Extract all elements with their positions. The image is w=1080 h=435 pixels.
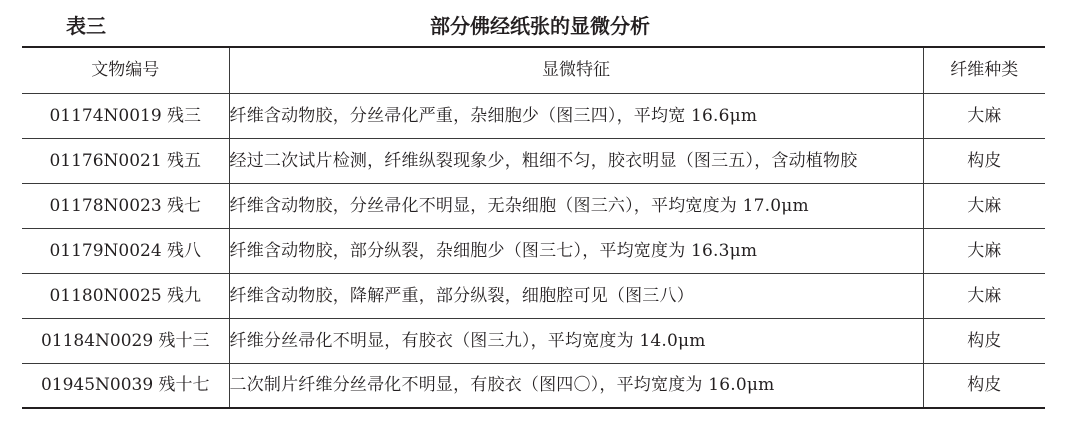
fiber-type-cell: 大麻 (923, 183, 1045, 228)
artifact-id-cell: 01179N0024 残八 (22, 228, 229, 273)
table-number: 表三 (66, 14, 106, 38)
artifact-id-cell: 01180N0025 残九 (22, 273, 229, 318)
table-row (22, 228, 1045, 273)
fiber-type-cell: 大麻 (923, 93, 1045, 138)
feature-cell: 经过二次试片检测，纤维纵裂现象少，粗细不匀，胶衣明显（图三五），含动植物胶 (229, 138, 923, 183)
artifact-id-cell: 01174N0019 残三 (22, 93, 229, 138)
table-row (22, 138, 1045, 183)
table-caption (0, 0, 1080, 46)
artifact-id-cell: 01178N0023 残七 (22, 183, 229, 228)
column-header-id: 文物编号 (22, 47, 229, 93)
feature-cell: 纤维分丝帚化不明显，有胶衣（图三九），平均宽度为 14.0μm (229, 318, 923, 363)
table-row (22, 273, 1045, 318)
feature-cell: 纤维含动物胶，部分纵裂，杂细胞少（图三七），平均宽度为 16.3μm (229, 228, 923, 273)
feature-cell: 纤维含动物胶，分丝帚化严重，杂细胞少（图三四），平均宽 16.6μm (229, 93, 923, 138)
column-header-fiber: 纤维种类 (923, 47, 1045, 93)
feature-cell: 纤维含动物胶，降解严重，部分纵裂，细胞腔可见（图三八） (229, 273, 923, 318)
table-row (22, 183, 1045, 228)
fiber-type-cell: 构皮 (923, 138, 1045, 183)
table-title: 部分佛经纸张的显微分析 (430, 14, 650, 38)
header-row (22, 47, 1045, 93)
table-row (22, 93, 1045, 138)
fiber-type-cell: 构皮 (923, 318, 1045, 363)
feature-cell: 纤维含动物胶，分丝帚化不明显，无杂细胞（图三六），平均宽度为 17.0μm (229, 183, 923, 228)
column-header-feature: 显微特征 (229, 47, 923, 93)
fiber-type-cell: 大麻 (923, 273, 1045, 318)
table-row (22, 363, 1045, 408)
fiber-type-cell: 大麻 (923, 228, 1045, 273)
feature-cell: 二次制片纤维分丝帚化不明显，有胶衣（图四〇），平均宽度为 16.0μm (229, 363, 923, 408)
artifact-id-cell: 01184N0029 残十三 (22, 318, 229, 363)
table-row (22, 318, 1045, 363)
artifact-id-cell: 01945N0039 残十七 (22, 363, 229, 408)
data-table (22, 46, 1045, 409)
artifact-id-cell: 01176N0021 残五 (22, 138, 229, 183)
fiber-type-cell: 构皮 (923, 363, 1045, 408)
